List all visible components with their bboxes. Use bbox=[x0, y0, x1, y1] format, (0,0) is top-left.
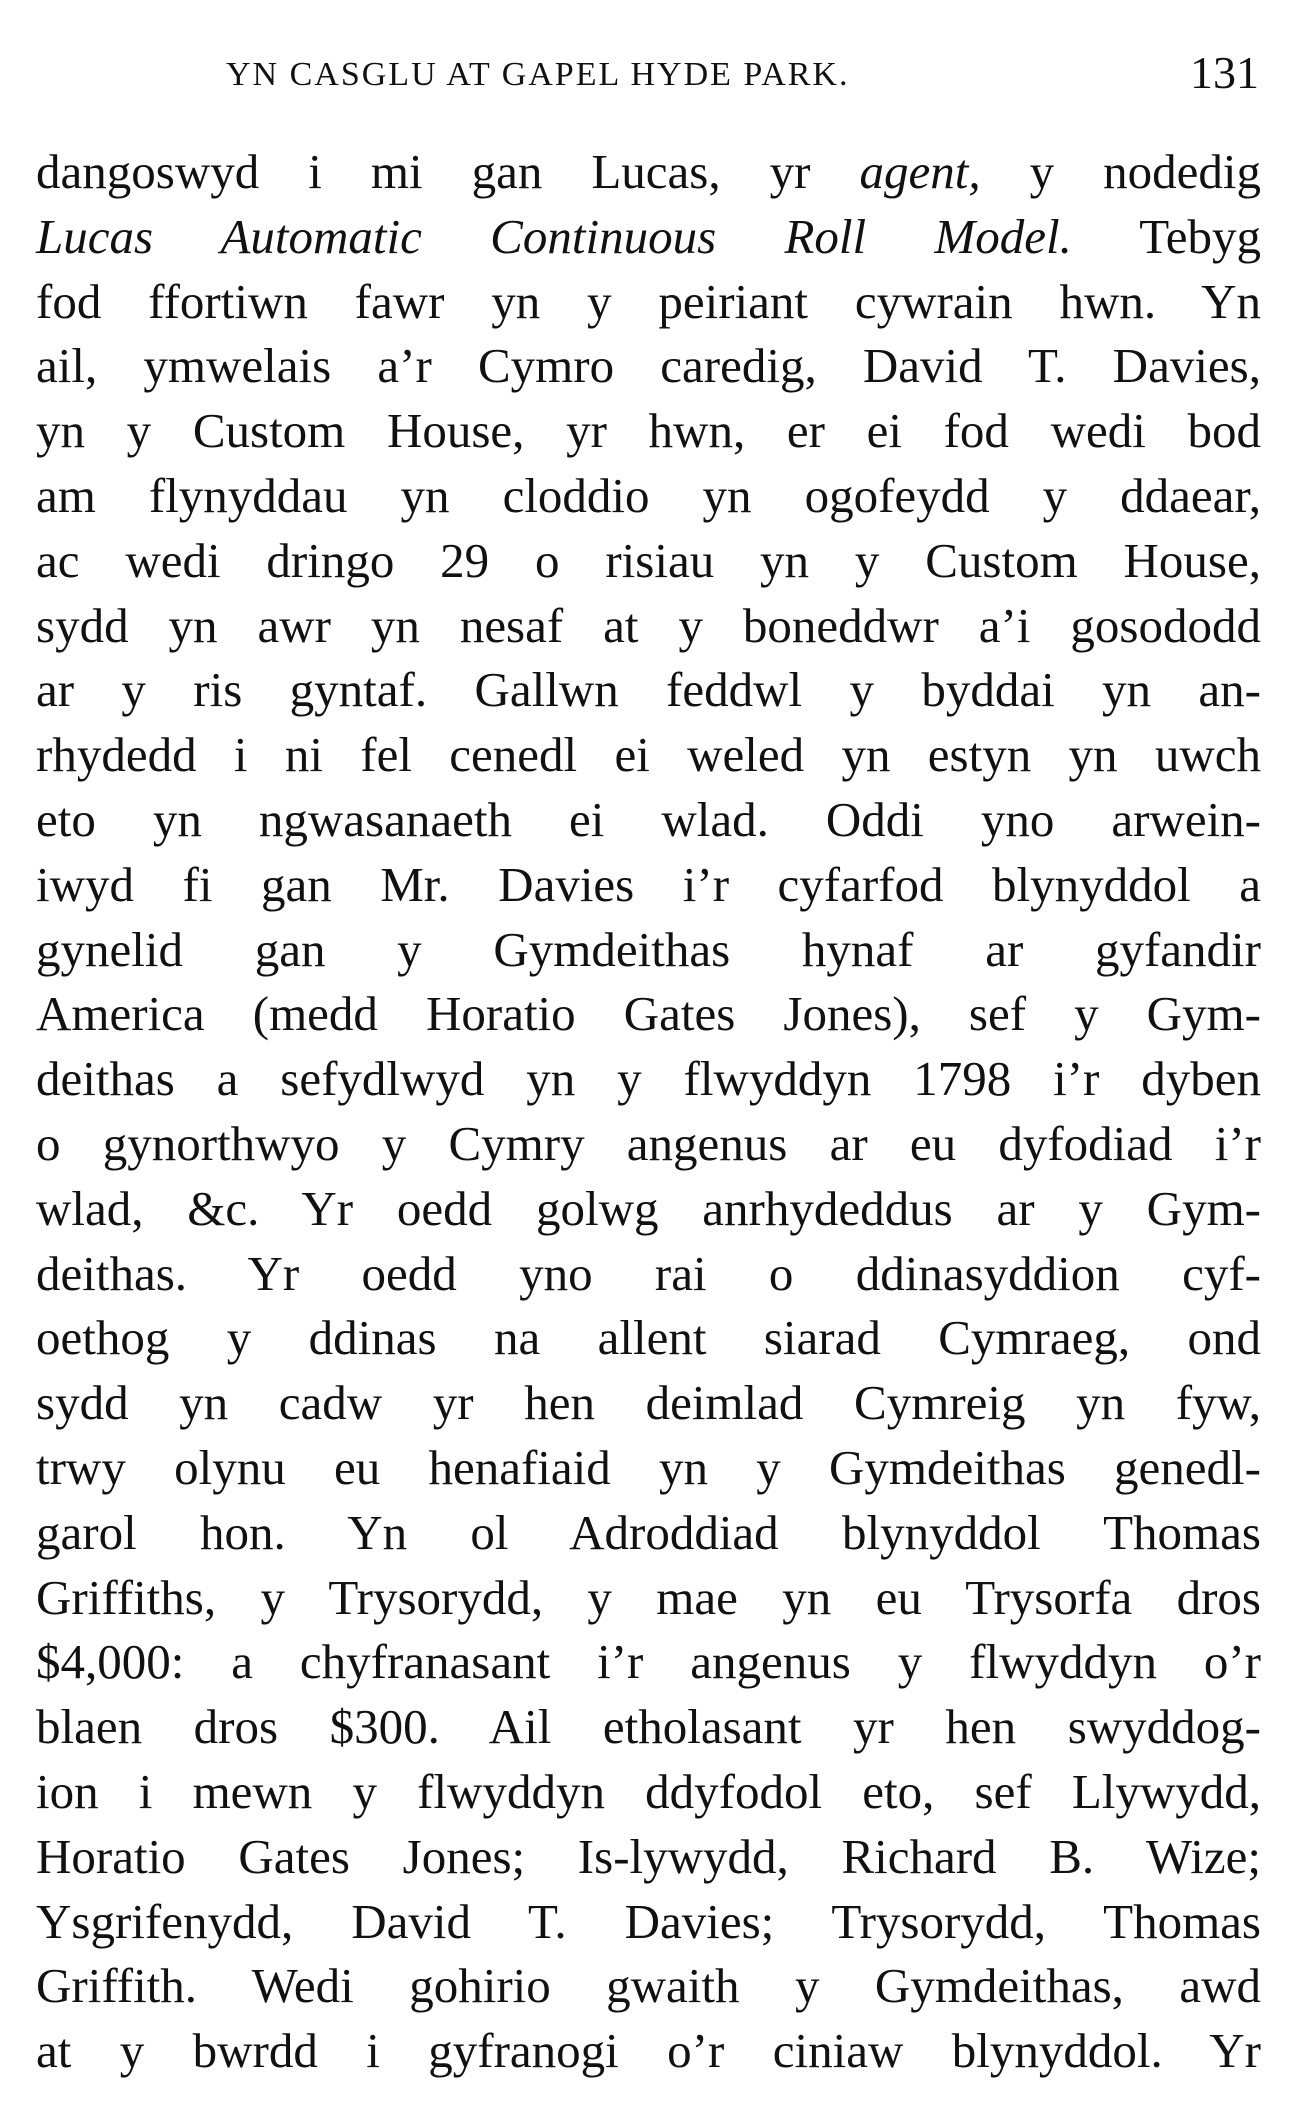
text-line-24: $4,000: a chyfranasant i’r angenus y flwyddyn o’r bbox=[36, 1634, 1261, 1690]
text-line-7: ac wedi dringo 29 o risiau yn y Custom House, bbox=[36, 532, 1261, 588]
text-line-28: Ysgrifenydd, David T. Davies; Trysorydd, Thomas bbox=[36, 1893, 1261, 1949]
running-header bbox=[36, 44, 1261, 104]
page-number: 131 bbox=[1190, 47, 1259, 98]
text-line-17: wlad, &c. Yr oedd golwg anrhydeddus ar y Gym- bbox=[36, 1180, 1261, 1236]
text-line-20: sydd yn cadw yr hen deimlad Cymreig yn fyw, bbox=[36, 1375, 1261, 1431]
text-line-12: iwyd fi gan Mr. Davies i’r cyfarfod blynyddol a bbox=[36, 856, 1261, 912]
text-line-5: yn y Custom House, yr hwn, er ei fod wedi bod bbox=[36, 403, 1261, 459]
text-line-1 bbox=[36, 140, 1261, 205]
text-line-21: trwy olynu eu henafiaid yn y Gymdeithas genedl- bbox=[36, 1439, 1261, 1495]
book-page bbox=[36, 0, 1261, 2122]
text-line-2-end: Tebyg bbox=[1071, 208, 1261, 264]
text-line-15: deithas a sefydlwyd yn y flwyddyn 1798 i’r dyben bbox=[36, 1051, 1261, 1107]
text-line-8: sydd yn awr yn nesaf at y boneddwr a’i gosododd bbox=[36, 597, 1261, 653]
text-line-1-end: y nodedig bbox=[980, 144, 1261, 199]
text-line-4: ail, ymwelais a’r Cymro caredig, David T. Davies, bbox=[36, 338, 1261, 394]
text-line-13: gynelid gan y Gymdeithas hynaf ar gyfandir bbox=[36, 921, 1261, 977]
italic-term-agent: agent, bbox=[859, 144, 981, 199]
text-line-11: eto yn ngwasanaeth ei wlad. Oddi yno arwein- bbox=[36, 791, 1261, 847]
text-line-14: America (medd Horatio Gates Jones), sef y Gym- bbox=[36, 986, 1261, 1042]
text-line-6: am flynyddau yn cloddio yn ogofeydd y ddaear, bbox=[36, 467, 1261, 523]
text-line-1-start: dangoswyd i mi gan Lucas, yr bbox=[36, 144, 860, 199]
text-line-27: Horatio Gates Jones; Is-lywydd, Richard B. Wize; bbox=[36, 1828, 1261, 1884]
text-line-16: o gynorthwyo y Cymry angenus ar eu dyfodiad i’r bbox=[36, 1115, 1261, 1171]
italic-term-model-name: Lucas Automatic Continuous Roll Model. bbox=[36, 208, 1072, 264]
text-line-9: ar y ris gyntaf. Gallwn feddwl y byddai yn an- bbox=[36, 662, 1261, 718]
text-line-3: fod ffortiwn fawr yn y peiriant cywrain hwn. Yn bbox=[36, 273, 1261, 329]
text-line-2 bbox=[36, 205, 1261, 270]
text-line-18: deithas. Yr oedd yno rai o ddinasyddion cyf- bbox=[36, 1245, 1261, 1301]
text-line-30: at y bwrdd i gyfranogi o’r ciniaw blynyddol. Yr bbox=[36, 2023, 1261, 2079]
text-line-23: Griffiths, y Trysorydd, y mae yn eu Trysorfa dros bbox=[36, 1569, 1261, 1625]
body-text bbox=[36, 140, 1261, 2084]
text-line-22: garol hon. Yn ol Adroddiad blynyddol Thomas bbox=[36, 1504, 1261, 1560]
text-line-10: rhydedd i ni fel cenedl ei weled yn estyn yn uwch bbox=[36, 727, 1261, 783]
text-line-25: blaen dros $300. Ail etholasant yr hen swyddog- bbox=[36, 1699, 1261, 1755]
text-line-29: Griffith. Wedi gohirio gwaith y Gymdeithas, awd bbox=[36, 1958, 1261, 2014]
text-line-19: oethog y ddinas na allent siarad Cymraeg, ond bbox=[36, 1310, 1261, 1366]
text-line-26: ion i mewn y flwyddyn ddyfodol eto, sef Llywydd, bbox=[36, 1763, 1261, 1819]
running-title: YN CASGLU AT GAPEL HYDE PARK. bbox=[226, 56, 850, 93]
